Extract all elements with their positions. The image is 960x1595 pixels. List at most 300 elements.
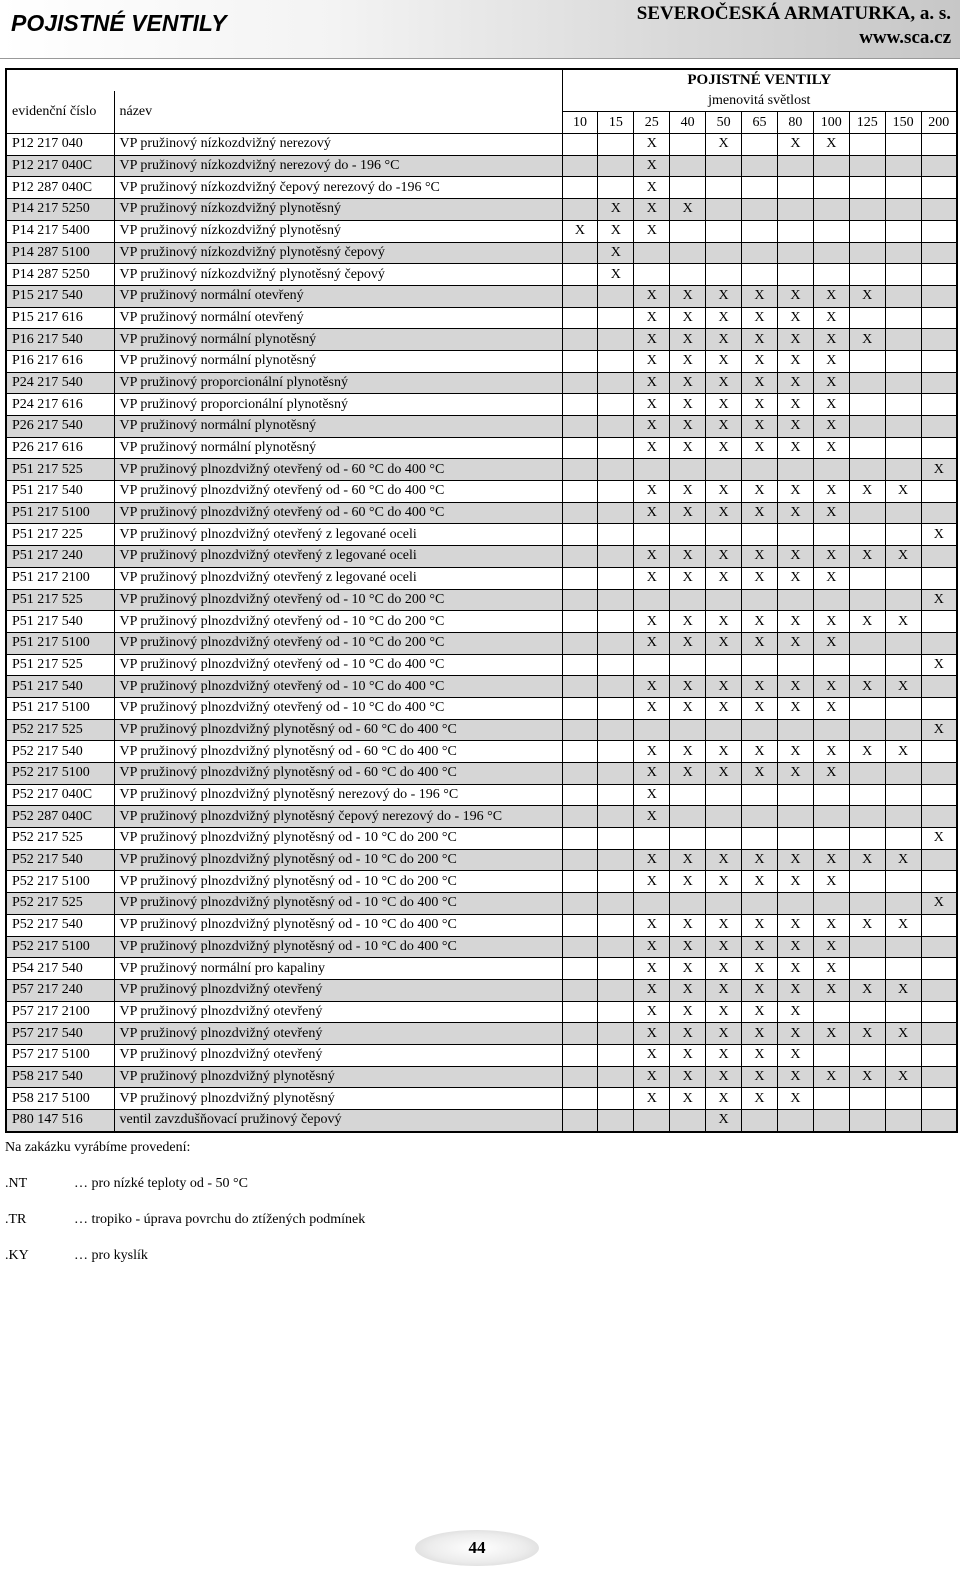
cell-name: VP pružinový plnozdvižný plynotěsný od - 60 °C do 400 °C [114, 719, 562, 741]
cell-size-mark [670, 177, 706, 199]
cell-size-mark [562, 784, 598, 806]
table-row [6, 936, 957, 958]
cell-size-mark [706, 155, 742, 177]
cell-size-mark: X [670, 285, 706, 307]
cell-size-mark [813, 242, 849, 264]
table-row [6, 177, 957, 199]
cell-size-mark: X [813, 958, 849, 980]
cell-size-mark [921, 914, 957, 936]
cell-size-mark [670, 134, 706, 156]
cell-size-mark [921, 741, 957, 763]
cell-code: P52 217 5100 [6, 936, 114, 958]
cell-size-mark: X [777, 329, 813, 351]
cell-size-mark: X [670, 1001, 706, 1023]
cell-size-mark [598, 784, 634, 806]
table-row [6, 437, 957, 459]
cell-code: P12 217 040C [6, 155, 114, 177]
cell-size-mark: X [634, 350, 670, 372]
cell-size-mark: X [706, 372, 742, 394]
cell-size-mark [921, 763, 957, 785]
cell-size-mark [921, 567, 957, 589]
cell-size-mark: X [742, 437, 778, 459]
cell-name: VP pružinový plnozdvižný otevřený [114, 1001, 562, 1023]
cell-size-mark [634, 242, 670, 264]
cell-size-mark [885, 784, 921, 806]
column-header-dn-size: 10 [562, 112, 598, 134]
cell-name: VP pružinový plnozdvižný plynotěsný od - 10 °C do 400 °C [114, 893, 562, 915]
cell-size-mark: X [670, 871, 706, 893]
note-description: … tropiko - úprava povrchu do ztížených podmínek [74, 1212, 366, 1227]
cell-size-mark [885, 1001, 921, 1023]
cell-size-mark [706, 220, 742, 242]
cell-size-mark [921, 1066, 957, 1088]
cell-size-mark [921, 502, 957, 524]
cell-size-mark: X [813, 697, 849, 719]
cell-size-mark [598, 567, 634, 589]
cell-size-mark: X [706, 329, 742, 351]
cell-size-mark [562, 264, 598, 286]
cell-size-mark [849, 697, 885, 719]
cell-size-mark [885, 264, 921, 286]
cell-size-mark [849, 242, 885, 264]
cell-size-mark: X [777, 481, 813, 503]
cell-size-mark [885, 307, 921, 329]
cell-size-mark [598, 611, 634, 633]
cell-size-mark [921, 177, 957, 199]
cell-size-mark: X [813, 936, 849, 958]
cell-size-mark [885, 372, 921, 394]
cell-size-mark: X [777, 567, 813, 589]
cell-size-mark [813, 589, 849, 611]
cell-code: P52 217 040C [6, 784, 114, 806]
table-row [6, 1066, 957, 1088]
cell-size-mark: X [742, 502, 778, 524]
cell-code: P57 217 240 [6, 979, 114, 1001]
cell-size-mark: X [706, 1110, 742, 1132]
cell-name: VP pružinový plnozdvižný otevřený z legované oceli [114, 567, 562, 589]
cell-size-mark: X [706, 697, 742, 719]
cell-size-mark [598, 676, 634, 698]
cell-size-mark: X [706, 958, 742, 980]
table-row [6, 893, 957, 915]
cell-size-mark [813, 1088, 849, 1110]
cell-size-mark [706, 177, 742, 199]
cell-size-mark [562, 1044, 598, 1066]
table-row [6, 459, 957, 481]
cell-size-mark [885, 567, 921, 589]
cell-size-mark: X [921, 459, 957, 481]
cell-size-mark [885, 958, 921, 980]
cell-size-mark [777, 155, 813, 177]
cell-size-mark: X [706, 1044, 742, 1066]
cell-size-mark [598, 350, 634, 372]
table-row [6, 611, 957, 633]
cell-size-mark: X [706, 307, 742, 329]
cell-name: VP pružinový nízkozdvižný nerezový do - 196 °C [114, 155, 562, 177]
cell-size-mark [562, 350, 598, 372]
cell-size-mark [562, 958, 598, 980]
cell-size-mark [742, 654, 778, 676]
cell-size-mark: X [849, 1023, 885, 1045]
cell-size-mark [706, 242, 742, 264]
cell-size-mark [670, 242, 706, 264]
cell-size-mark [849, 828, 885, 850]
cell-size-mark: X [670, 849, 706, 871]
cell-size-mark: X [670, 437, 706, 459]
column-header-dn: jmenovitá světlost [562, 91, 957, 112]
cell-size-mark: X [670, 1023, 706, 1045]
cell-size-mark: X [742, 394, 778, 416]
cell-size-mark [562, 806, 598, 828]
table-row [6, 350, 957, 372]
table-row [6, 134, 957, 156]
cell-size-mark: X [849, 741, 885, 763]
cell-size-mark [634, 459, 670, 481]
cell-name: VP pružinový plnozdvižný plynotěsný od - 10 °C do 200 °C [114, 871, 562, 893]
cell-size-mark [742, 155, 778, 177]
cell-size-mark [813, 177, 849, 199]
cell-code: P52 217 540 [6, 741, 114, 763]
cell-size-mark [598, 285, 634, 307]
table-row [6, 1023, 957, 1045]
cell-size-mark: X [706, 1001, 742, 1023]
cell-size-mark [670, 893, 706, 915]
cell-size-mark: X [706, 567, 742, 589]
cell-size-mark: X [813, 1066, 849, 1088]
cell-code: P51 217 2100 [6, 567, 114, 589]
cell-size-mark: X [777, 546, 813, 568]
cell-name: VP pružinový nízkozdvižný nerezový [114, 134, 562, 156]
cell-size-mark [849, 502, 885, 524]
cell-size-mark: X [706, 416, 742, 438]
cell-code: P52 217 540 [6, 849, 114, 871]
cell-size-mark [562, 199, 598, 221]
cell-size-mark: X [813, 546, 849, 568]
cell-size-mark [813, 155, 849, 177]
cell-size-mark [885, 177, 921, 199]
cell-size-mark [670, 784, 706, 806]
cell-size-mark: X [742, 567, 778, 589]
cell-size-mark [598, 914, 634, 936]
cell-size-mark [921, 958, 957, 980]
cell-size-mark [777, 719, 813, 741]
cell-size-mark: X [742, 849, 778, 871]
cell-size-mark [598, 437, 634, 459]
cell-size-mark [562, 329, 598, 351]
cell-code: P51 217 5100 [6, 632, 114, 654]
cell-name: VP pružinový nízkozdvižný plynotěsný [114, 199, 562, 221]
table-row [6, 416, 957, 438]
cell-size-mark [598, 1044, 634, 1066]
cell-size-mark [562, 654, 598, 676]
cell-size-mark [921, 264, 957, 286]
cell-size-mark [562, 936, 598, 958]
cell-size-mark [849, 307, 885, 329]
table-row [6, 155, 957, 177]
cell-size-mark [706, 806, 742, 828]
cell-size-mark [849, 632, 885, 654]
cell-size-mark [921, 394, 957, 416]
page-number: 44 [468, 1538, 486, 1557]
cell-size-mark: X [634, 134, 670, 156]
cell-size-mark: X [634, 806, 670, 828]
cell-size-mark: X [706, 611, 742, 633]
cell-size-mark: X [777, 632, 813, 654]
cell-size-mark: X [742, 697, 778, 719]
cell-size-mark [885, 763, 921, 785]
cell-size-mark: X [813, 372, 849, 394]
cell-size-mark [742, 719, 778, 741]
cell-size-mark [598, 372, 634, 394]
cell-size-mark [885, 1044, 921, 1066]
cell-size-mark [562, 567, 598, 589]
cell-size-mark: X [670, 697, 706, 719]
cell-name: VP pružinový plnozdvižný otevřený od - 60 °C do 400 °C [114, 502, 562, 524]
cell-size-mark: X [813, 632, 849, 654]
cell-size-mark [849, 871, 885, 893]
cell-code: P51 217 225 [6, 524, 114, 546]
note-description: … pro kyslík [74, 1248, 148, 1263]
cell-size-mark [813, 893, 849, 915]
cell-size-mark: X [634, 676, 670, 698]
cell-size-mark [562, 546, 598, 568]
cell-code: P14 217 5400 [6, 220, 114, 242]
cell-code: P57 217 540 [6, 1023, 114, 1045]
cell-size-mark [849, 177, 885, 199]
cell-size-mark [921, 307, 957, 329]
cell-size-mark [921, 199, 957, 221]
table-row [6, 199, 957, 221]
cell-size-mark: X [742, 1023, 778, 1045]
cell-size-mark [562, 893, 598, 915]
cell-size-mark [885, 220, 921, 242]
cell-code: P51 217 540 [6, 676, 114, 698]
cell-size-mark: X [813, 307, 849, 329]
column-header-dn-size: 15 [598, 112, 634, 134]
cell-size-mark: X [921, 589, 957, 611]
cell-size-mark [777, 177, 813, 199]
cell-name: VP pružinový plnozdvižný otevřený [114, 1044, 562, 1066]
table-row [6, 589, 957, 611]
cell-size-mark: X [742, 936, 778, 958]
cell-size-mark: X [742, 1044, 778, 1066]
table-row [6, 979, 957, 1001]
cell-size-mark [777, 242, 813, 264]
cell-size-mark: X [885, 979, 921, 1001]
header-divider [0, 58, 960, 59]
cell-size-mark: X [777, 372, 813, 394]
cell-size-mark: X [706, 437, 742, 459]
cell-size-mark: X [742, 329, 778, 351]
cell-size-mark: X [777, 697, 813, 719]
cell-name: VP pružinový nízkozdvižný plynotěsný [114, 220, 562, 242]
cell-size-mark: X [634, 697, 670, 719]
cell-size-mark [562, 979, 598, 1001]
company-website: www.sca.cz [859, 27, 951, 48]
cell-size-mark [849, 719, 885, 741]
cell-size-mark: X [670, 763, 706, 785]
cell-size-mark: X [777, 1023, 813, 1045]
cell-size-mark: X [813, 437, 849, 459]
cell-code: P16 217 616 [6, 350, 114, 372]
cell-size-mark [598, 459, 634, 481]
cell-size-mark [849, 936, 885, 958]
cell-size-mark [598, 134, 634, 156]
cell-size-mark: X [670, 567, 706, 589]
cell-size-mark: X [849, 849, 885, 871]
cell-size-mark: X [670, 416, 706, 438]
cell-size-mark [562, 307, 598, 329]
cell-size-mark [598, 936, 634, 958]
cell-size-mark [885, 199, 921, 221]
cell-size-mark: X [634, 632, 670, 654]
cell-size-mark [562, 481, 598, 503]
cell-code: P14 287 5250 [6, 264, 114, 286]
cell-size-mark: X [670, 546, 706, 568]
cell-size-mark [849, 1044, 885, 1066]
cell-size-mark [598, 177, 634, 199]
cell-size-mark [921, 437, 957, 459]
cell-code: P51 217 525 [6, 459, 114, 481]
cell-size-mark [849, 958, 885, 980]
cell-size-mark: X [742, 350, 778, 372]
cell-size-mark [885, 502, 921, 524]
cell-size-mark [706, 654, 742, 676]
cell-size-mark [885, 416, 921, 438]
cell-code: P52 217 5100 [6, 763, 114, 785]
cell-size-mark: X [634, 220, 670, 242]
cell-size-mark [921, 697, 957, 719]
cell-size-mark: X [813, 1023, 849, 1045]
cell-size-mark [921, 155, 957, 177]
cell-size-mark [670, 220, 706, 242]
cell-size-mark [849, 416, 885, 438]
cell-size-mark: X [670, 307, 706, 329]
cell-size-mark [634, 264, 670, 286]
cell-size-mark [598, 481, 634, 503]
cell-size-mark [849, 1110, 885, 1132]
cell-size-mark [742, 784, 778, 806]
cell-name: VP pružinový plnozdvižný otevřený od - 10 °C do 200 °C [114, 589, 562, 611]
cell-size-mark: X [706, 676, 742, 698]
cell-name: VP pružinový plnozdvižný otevřený [114, 1023, 562, 1045]
table-row [6, 763, 957, 785]
cell-size-mark [813, 828, 849, 850]
cell-size-mark: X [777, 416, 813, 438]
cell-size-mark: X [634, 849, 670, 871]
cell-size-mark [598, 1001, 634, 1023]
cell-size-mark [562, 285, 598, 307]
cell-size-mark [921, 936, 957, 958]
cell-size-mark: X [885, 914, 921, 936]
cell-size-mark [598, 1066, 634, 1088]
cell-size-mark: X [813, 914, 849, 936]
cell-name: VP pružinový plnozdvižný plynotěsný [114, 1066, 562, 1088]
cell-size-mark: X [634, 502, 670, 524]
cell-size-mark [562, 394, 598, 416]
cell-size-mark: X [742, 307, 778, 329]
cell-size-mark [598, 329, 634, 351]
cell-size-mark [921, 134, 957, 156]
cell-code: P51 217 240 [6, 546, 114, 568]
cell-size-mark [706, 893, 742, 915]
cell-size-mark: X [885, 546, 921, 568]
cell-size-mark [813, 1044, 849, 1066]
cell-size-mark: X [706, 502, 742, 524]
cell-size-mark [634, 1110, 670, 1132]
table-row [6, 285, 957, 307]
cell-size-mark [777, 524, 813, 546]
cell-size-mark [777, 589, 813, 611]
cell-size-mark: X [885, 849, 921, 871]
cell-size-mark [885, 589, 921, 611]
cell-size-mark: X [598, 199, 634, 221]
cell-size-mark: X [670, 741, 706, 763]
cell-size-mark [849, 567, 885, 589]
cell-size-mark [885, 350, 921, 372]
cell-size-mark [562, 589, 598, 611]
cell-name: VP pružinový plnozdvižný otevřený od - 10 °C do 200 °C [114, 611, 562, 633]
page-header [0, 0, 960, 58]
cell-size-mark: X [777, 849, 813, 871]
cell-size-mark: X [634, 481, 670, 503]
cell-size-mark [849, 264, 885, 286]
cell-size-mark [562, 849, 598, 871]
cell-code: P51 217 540 [6, 481, 114, 503]
cell-size-mark [849, 350, 885, 372]
cell-name: VP pružinový normální plynotěsný [114, 329, 562, 351]
cell-size-mark [670, 1110, 706, 1132]
cell-size-mark [562, 1001, 598, 1023]
cell-size-mark: X [777, 741, 813, 763]
cell-size-mark: X [777, 936, 813, 958]
cell-size-mark [562, 437, 598, 459]
cell-size-mark [849, 155, 885, 177]
cell-size-mark: X [777, 307, 813, 329]
cell-size-mark [777, 199, 813, 221]
cell-size-mark [598, 546, 634, 568]
table-row [6, 220, 957, 242]
cell-size-mark [921, 220, 957, 242]
table-row [6, 849, 957, 871]
cell-size-mark [742, 177, 778, 199]
cell-size-mark [849, 784, 885, 806]
cell-size-mark [885, 719, 921, 741]
cell-size-mark: X [634, 1066, 670, 1088]
cell-size-mark: X [670, 676, 706, 698]
cell-size-mark [885, 134, 921, 156]
cell-size-mark [562, 1023, 598, 1045]
cell-size-mark [562, 502, 598, 524]
cell-size-mark [742, 242, 778, 264]
cell-size-mark: X [777, 611, 813, 633]
cell-size-mark: X [670, 979, 706, 1001]
cell-size-mark [562, 871, 598, 893]
cell-name: VP pružinový plnozdvižný plynotěsný od - 60 °C do 400 °C [114, 763, 562, 785]
cell-size-mark [885, 155, 921, 177]
cell-size-mark: X [849, 481, 885, 503]
cell-name: VP pružinový plnozdvižný plynotěsný nerezový do - 196 °C [114, 784, 562, 806]
cell-code: P52 287 040C [6, 806, 114, 828]
cell-size-mark [921, 611, 957, 633]
company-name: SEVEROČESKÁ ARMATURKA, a. s. [636, 3, 951, 24]
cell-size-mark [562, 177, 598, 199]
cell-name: VP pružinový plnozdvižný otevřený od - 10 °C do 400 °C [114, 697, 562, 719]
cell-name: VP pružinový plnozdvižný otevřený od - 60 °C do 400 °C [114, 481, 562, 503]
cell-size-mark [849, 806, 885, 828]
cell-size-mark [742, 828, 778, 850]
cell-size-mark [921, 416, 957, 438]
